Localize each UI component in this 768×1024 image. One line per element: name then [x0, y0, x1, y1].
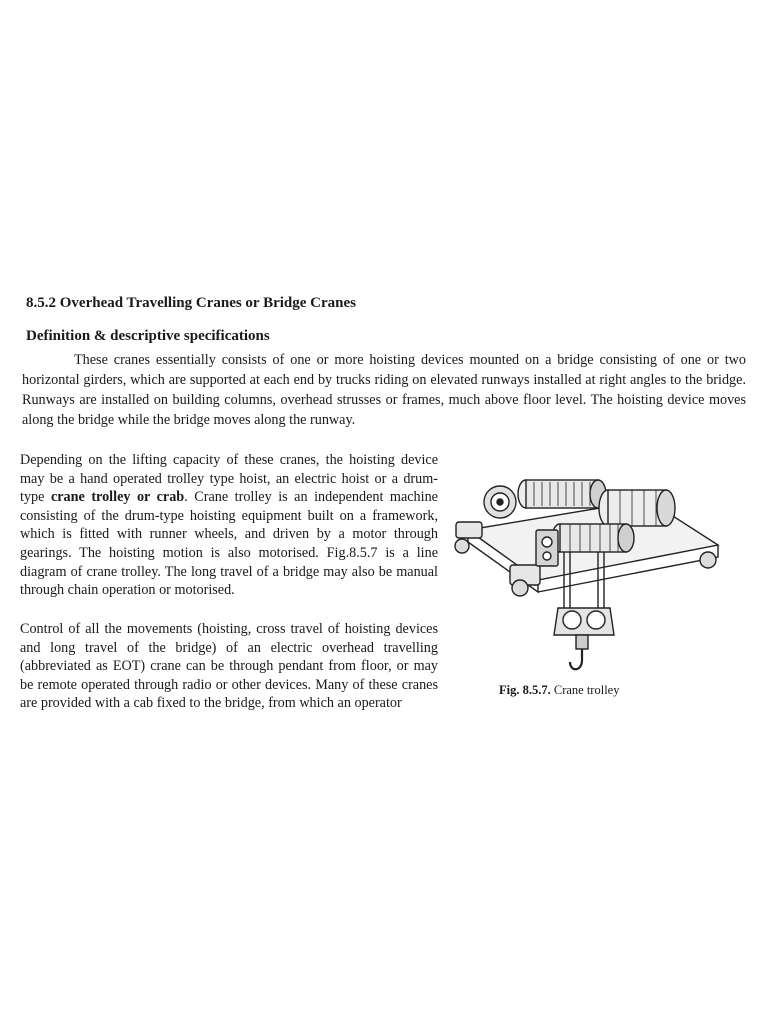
section-heading: 8.5.2 Overhead Travelling Cranes or Bridge Cranes: [26, 295, 356, 311]
paragraph-control: Control of all the movements (hoisting, cross travel of hoisting devices and long travel of the bridge) of an electric overhead travelling (abbreviated as EOT) crane can be through pendant from floor, or may be remote operated through radio or other devices. Many of these cranes are provided with a cab fixed to the bridge, from which an operator: [20, 621, 438, 712]
subsection-heading: Definition & descriptive specifications: [26, 328, 270, 344]
paragraph-hoisting-device: [20, 451, 438, 600]
figure-caption-text: Crane trolley: [550, 683, 620, 697]
paragraph-text: . Crane trolley is an independent machine consisting of the drum-type hoisting equipment built on a framework, which is fitted with runner wheels, and driven by a motor through gearings. The hoisting motion is also motorised. Fig.8.5.7 is a line diagram of crane trolley. The long travel of a bridge may also be manual through chain operation or motorised.: [20, 489, 438, 599]
crane-trolley-illustration: [448, 460, 738, 690]
paragraph-definition: These cranes essentially consists of one or more hoisting devices mounted on a bridge consisting of one or two horizontal girders, which are supported at each end by trucks riding on elevated runways installed at right angles to the bridge. Runways are installed on building columns, overhead strusses or frames, much above floor level. The hoisting device moves along the bridge while the bridge moves along the runway.: [22, 352, 746, 428]
paragraph-text: Depending on the lifting capacity of these cranes, the hoisting device may be a hand operated trolley type hoist, an electric hoist or a drum-type: [20, 452, 438, 506]
figure-number: Fig. 8.5.7.: [499, 683, 551, 697]
bold-term: crane trolley or crab: [50, 489, 185, 506]
figure-caption: [499, 683, 619, 698]
crane-trolley-figure: [448, 460, 738, 710]
